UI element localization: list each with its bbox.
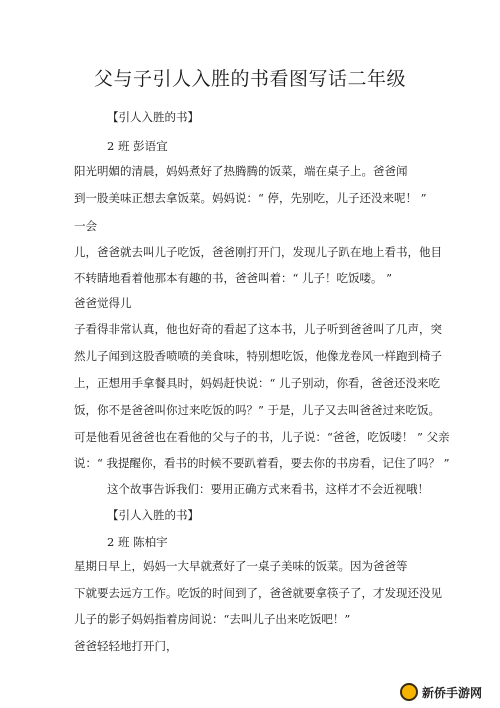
site-watermark [400, 680, 496, 704]
body-line: 星期日早上，妈妈一大早就煮好了一桌子美味的饭菜。因为爸爸等 [74, 559, 408, 573]
body-line: 爸爸觉得儿 [74, 296, 132, 310]
moral-line: 这个故事告诉我们：要用正确方式来看书，这样才不会近视哦！ [107, 482, 429, 496]
body-line: 然儿子闻到这股香喷喷的美食味，特别想吃饭，他像龙卷风一样跑到椅子 [74, 349, 442, 363]
section-heading-2: 【引人入胜的书】 [107, 508, 199, 522]
body-line: 阳光明媚的清晨，妈妈煮好了热腾腾的饭菜，端在桌子上。爸爸闻 [74, 164, 408, 178]
document-title: 父与子引人入胜的书看图写话二年级 [93, 68, 406, 90]
watermark-text: 新侨手游网 [422, 685, 483, 700]
body-line: 上，正想用手拿餐具时，妈妈赶快说：“ 儿子别动，你看，爸爸还没来吃 [74, 376, 441, 390]
body-line: 子看得非常认真，他也好奇的看起了这本书，儿子听到爸爸叫了几声，突 [74, 322, 442, 336]
body-line: 下就要去远方工作。吃饭的时间到了，爸爸就要拿筷子了，才发现还没见 [74, 586, 442, 600]
body-line: 儿子的影子妈妈指着房间说：“去叫儿子出来吃饭吧！” [74, 612, 351, 626]
body-line: 儿，爸爸就去叫儿子吃饭，爸爸刚打开门，发现儿子趴在地上看书，他目 [74, 245, 442, 259]
body-line: 爸爸轻轻地打开门， [74, 639, 178, 653]
section-heading-1: 【引人入胜的书】 [107, 110, 199, 124]
body-line: 到一股美味正想去拿饭菜。妈妈说：“ 停，先别吃，儿子还没来呢！ ” [74, 191, 427, 205]
body-line: 饭，你不是爸爸叫你过来吃饭的吗？” 于是，儿子又去叫爸爸过来吃饭。 [74, 403, 441, 417]
author-line-2: 2 班 陈柏宇 [107, 535, 168, 549]
mascot-icon [400, 683, 418, 701]
body-line: 说：“ 我提醒你，看书的时候不要趴着看，要去你的书房看，记住了吗？ ” [74, 456, 450, 470]
body-line: 不转睛地看着他那本有趣的书，爸爸叫着：“ 儿子！吃饭喽。 ” [74, 271, 393, 285]
body-line: 可是他看见爸爸也在看他的父与子的书，儿子说：“爸爸，吃饭喽！ ” 父亲 [74, 430, 450, 444]
body-line: 一会 [74, 219, 97, 233]
author-line-1: 2 班 彭语宜 [107, 139, 168, 153]
